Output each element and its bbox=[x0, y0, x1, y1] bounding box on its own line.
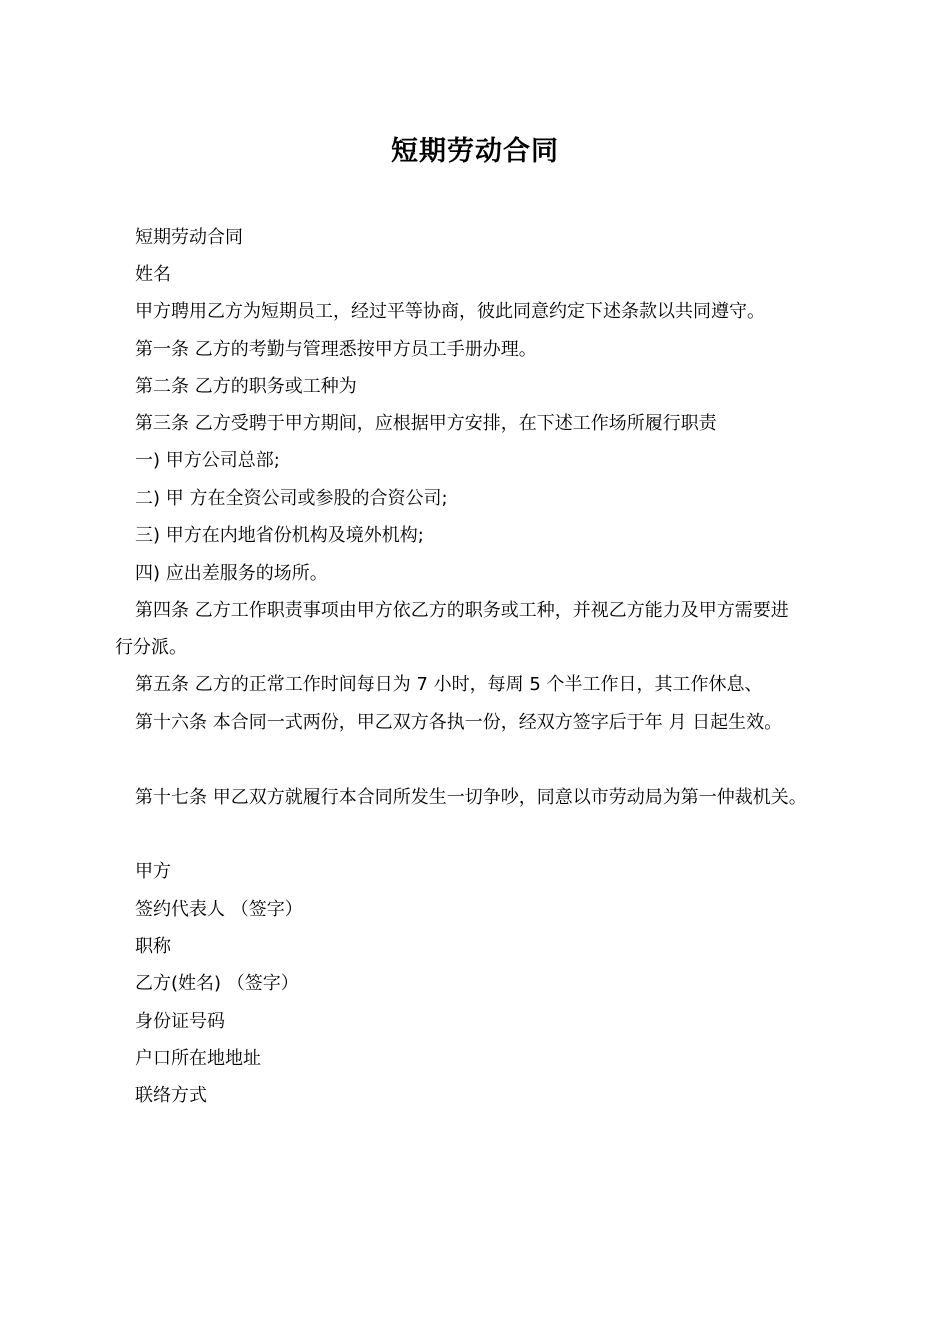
article-2: 第二条 乙方的职务或工种为 bbox=[135, 376, 357, 397]
household-address-label: 户口所在地地址 bbox=[135, 1048, 261, 1069]
article-1: 第一条 乙方的考勤与管理悉按甲方员工手册办理。 bbox=[135, 339, 537, 360]
article-16: 第十六条 本合同一式两份，甲乙双方各执一份，经双方签字后于年 月 日起生效。 bbox=[135, 712, 783, 733]
article-4: 第四条 乙方工作职责事项由甲方依乙方的职务或工种，并视乙方能力及甲方需要进 bbox=[135, 600, 789, 621]
document-title: 短期劳动合同 bbox=[391, 136, 559, 167]
article-17: 第十七条 甲乙双方就履行本合同所发生一切争吵，同意以市劳动局为第一仲裁机关。 bbox=[135, 787, 807, 808]
party-b-signature-label: 乙方(姓名) （签字） bbox=[135, 973, 299, 994]
representative-signature-label: 签约代表人 （签字） bbox=[135, 899, 303, 920]
article-4-continued: 行分派。 bbox=[115, 637, 187, 658]
intro-paragraph: 甲方聘用乙方为短期员工，经过平等协商，彼此同意约定下述条款以共同遵守。 bbox=[135, 301, 765, 322]
workplace-item-3: 三) 甲方在内地省份机构及境外机构; bbox=[135, 525, 424, 546]
job-title-label: 职称 bbox=[135, 936, 171, 957]
subtitle-line: 短期劳动合同 bbox=[135, 227, 243, 248]
workplace-item-2: 二) 甲 方在全资公司或参股的合资公司; bbox=[135, 488, 448, 509]
contact-label: 联络方式 bbox=[135, 1085, 207, 1106]
id-number-label: 身份证号码 bbox=[135, 1011, 225, 1032]
workplace-item-1: 一) 甲方公司总部; bbox=[135, 450, 280, 471]
workplace-item-4: 四) 应出差服务的场所。 bbox=[135, 563, 328, 584]
article-5: 第五条 乙方的正常工作时间每日为 7 小时，每周 5 个半工作日，其工作休息、 bbox=[135, 674, 763, 695]
party-a-label: 甲方 bbox=[135, 861, 171, 882]
name-line: 姓名 bbox=[135, 264, 171, 285]
article-3: 第三条 乙方受聘于甲方期间，应根据甲方安排，在下述工作场所履行职责 bbox=[135, 413, 717, 434]
